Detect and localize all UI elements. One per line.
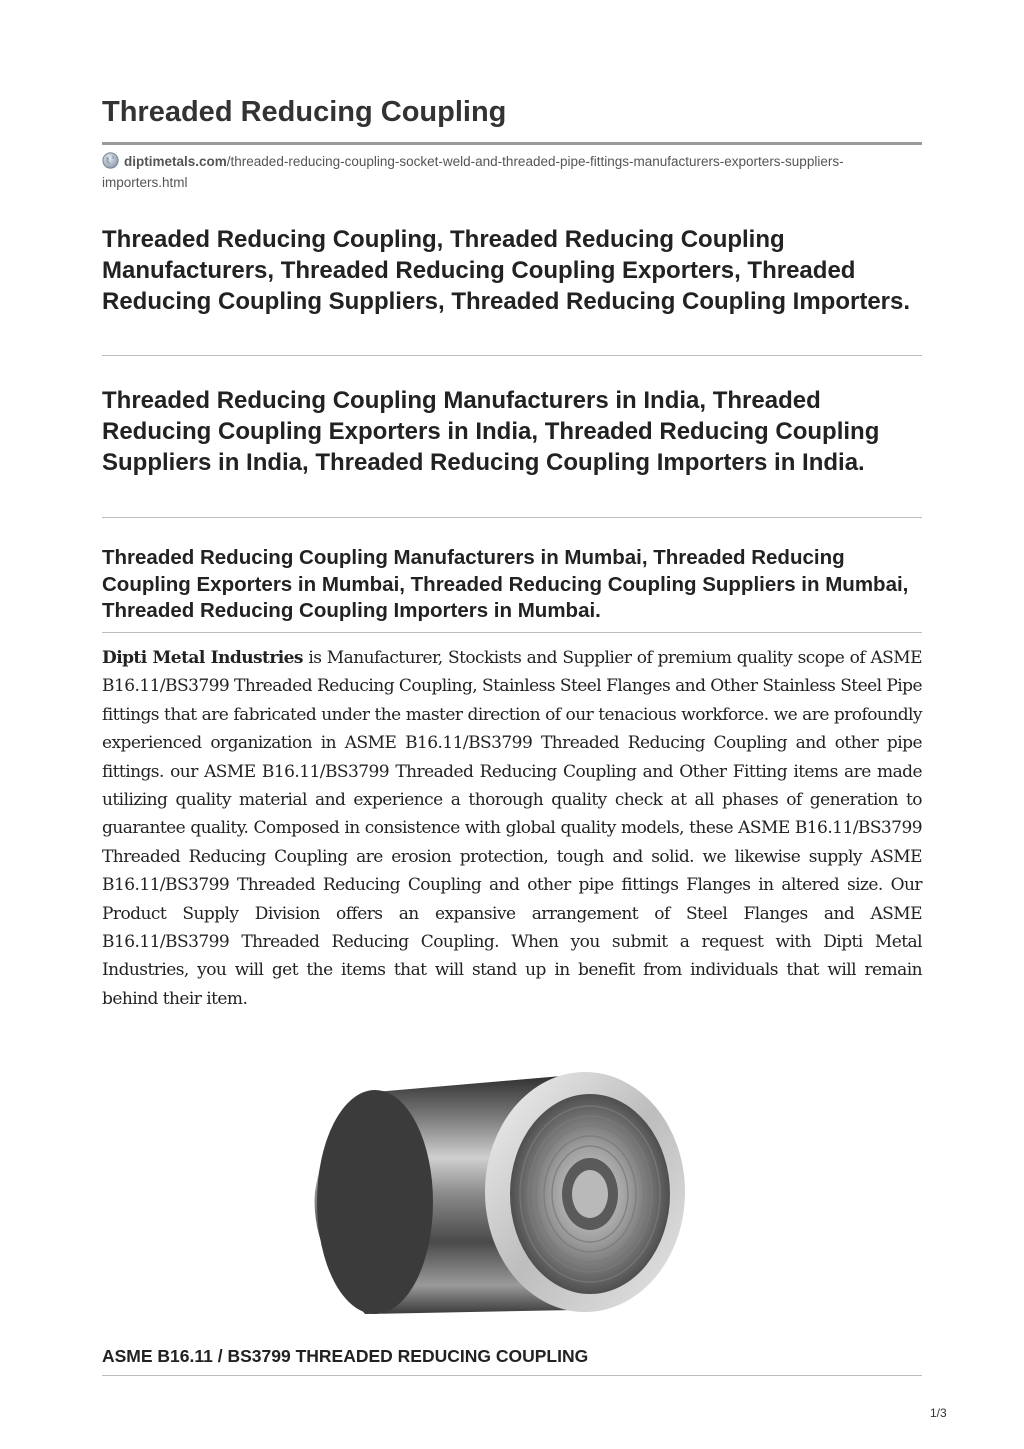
source-url[interactable] <box>102 151 922 193</box>
description-paragraph <box>102 644 922 1013</box>
page-number: 1/3 <box>930 1406 947 1420</box>
section-heading: ASME B16.11 / BS3799 THREADED REDUCING COUPLING <box>102 1346 589 1366</box>
heading-products: Threaded Reducing Coupling, Threaded Reducing Coupling Manufacturers, Threaded Reducing Coupling Exporters, Threaded Reducing Coupling Suppliers, Threaded Reducing Coupling Importers. <box>102 226 911 315</box>
globe-icon <box>102 152 119 169</box>
page-title: Threaded Reducing Coupling <box>102 96 507 128</box>
description-text: is Manufacturer, Stockists and Supplier of premium quality scope of ASME B16.11/BS3799 Threaded Reducing Coupling, Stainless Steel Flanges and Other Stainless Steel Pipe fittings that are fabricated under the master direction of our tenacious workforce. we are profoundly experienced organization in ASME B16.11/BS3799 Threaded Reducing Coupling and other pipe fittings. our ASME B16.11/BS3799 Threaded Reducing Coupling and Other Fitting items are made utilizing quality material and experience a thorough quality check at all phases of generation to guarantee quality. Composed in consistence with global quality models, these ASME B16.11/BS3799 Threaded Reducing Coupling are erosion protection, tough and solid. we likewise supply ASME B16.11/BS3799 Threaded Reducing Coupling and other pipe fittings Flanges in altered size. Our Product Supply Division offers an expansive arrangement of Steel Flanges and ASME B16.11/BS3799 Threaded Reducing Coupling. When you submit a request with Dipti Metal Industries, you will get the items that will stand up in benefit from individuals that will remain behind their item. <box>102 648 922 1009</box>
divider <box>102 355 922 356</box>
title-divider <box>102 142 922 145</box>
divider <box>102 517 922 518</box>
heading-mumbai: Threaded Reducing Coupling Manufacturers in Mumbai, Threaded Reducing Coupling Exporters in Mumbai, Threaded Reducing Coupling Suppliers in Mumbai, Threaded Reducing Coupling Importers in Mumbai. <box>102 546 909 622</box>
source-domain[interactable]: diptimetals.com <box>124 154 227 169</box>
product-image <box>255 1062 770 1320</box>
company-name: Dipti Metal Industries <box>102 648 303 668</box>
divider <box>102 632 922 633</box>
heading-india: Threaded Reducing Coupling Manufacturers in India, Threaded Reducing Coupling Exporters in India, Threaded Reducing Coupling Suppliers in India, Threaded Reducing Coupling Importers in India. <box>102 387 880 476</box>
divider <box>102 1375 922 1376</box>
source-path[interactable]: /threaded-reducing-coupling-socket-weld-and-threaded-pipe-fittings-manufacturers-exporters-suppliers-importers.html <box>102 154 844 190</box>
